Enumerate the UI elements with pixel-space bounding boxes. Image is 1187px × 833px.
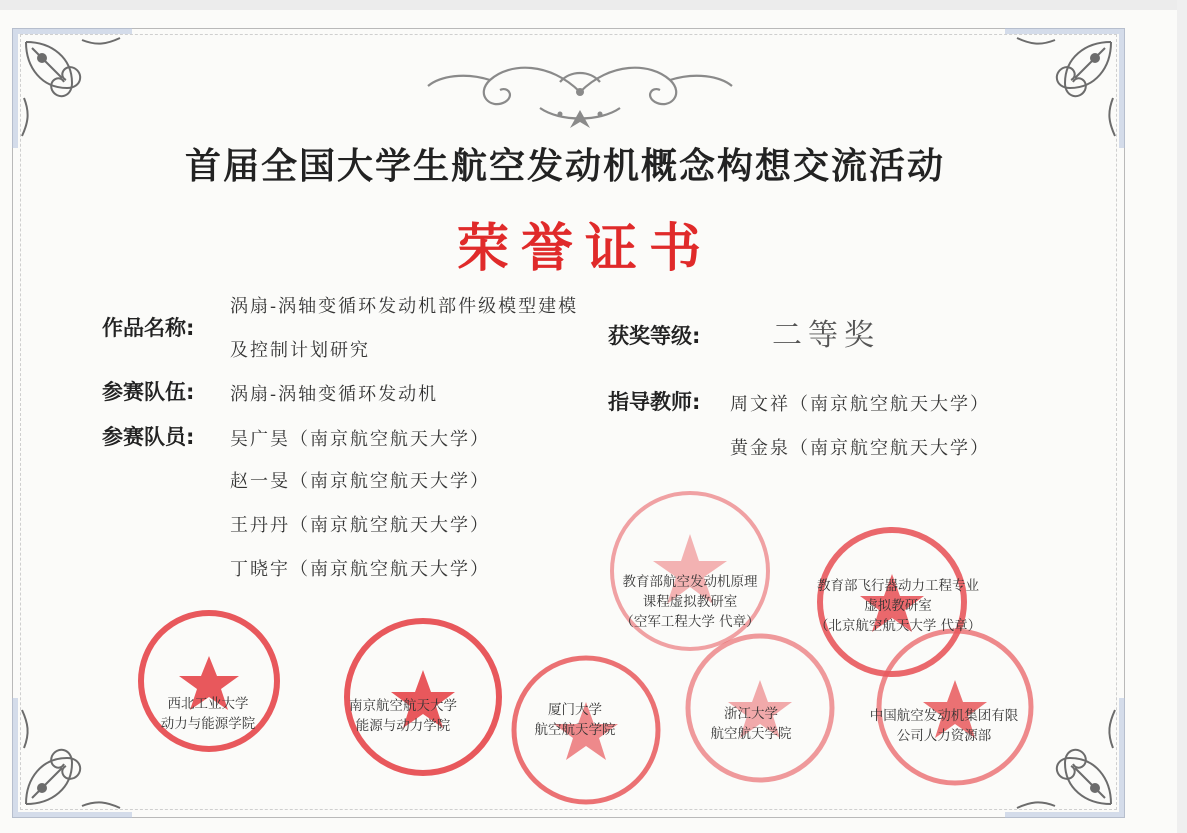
- seal-caption: 西北工业大学 动力与能源学院: [160, 696, 256, 732]
- member-item: 吴广昊（南京航空航天大学）: [230, 429, 490, 450]
- advisor-label: 指导教师:: [608, 390, 701, 414]
- award-label: 获奖等级:: [608, 324, 701, 348]
- seal-caption: 教育部飞行器动力工程专业 虚拟教研室 （北京航空航天大学 代章）: [814, 578, 982, 634]
- corner-ornament-icon: [1005, 28, 1125, 148]
- work-name-label: 作品名称:: [102, 316, 195, 340]
- seal-caption: 南京航空航天大学 能源与动力学院: [349, 698, 457, 734]
- document-title: 荣誉证书: [456, 218, 713, 279]
- members-label: 参赛队员:: [102, 425, 195, 449]
- seal-caption: 教育部航空发动机原理 课程虚拟教研室 （空军工程大学 代章）: [620, 574, 760, 630]
- corner-ornament-icon: [12, 698, 132, 818]
- team-value: 涡扇-涡轴变循环发动机: [230, 384, 439, 405]
- work-name-line2: 及控制计划研究: [230, 340, 370, 361]
- seal-caption: 中国航空发动机集团有限 公司人力资源部: [869, 708, 1019, 744]
- advisor-item: 黄金泉（南京航空航天大学）: [730, 438, 990, 459]
- award-value: 二等奖: [772, 318, 880, 353]
- team-label: 参赛队伍:: [102, 380, 195, 404]
- top-ornament-icon: [420, 52, 740, 132]
- member-item: 赵一旻（南京航空航天大学）: [230, 471, 490, 492]
- scan-top-edge: [0, 0, 1187, 10]
- event-title: 首届全国大学生航空发动机概念构想交流活动: [184, 145, 945, 187]
- scan-right-edge: [1177, 0, 1187, 833]
- seal-caption: 厦门大学 航空航天学院: [534, 702, 616, 738]
- seal-caption: 浙江大学 航空航天学院: [710, 706, 792, 742]
- member-item: 王丹丹（南京航空航天大学）: [230, 515, 490, 536]
- work-name-line1: 涡扇-涡轴变循环发动机部件级模型建模: [230, 296, 579, 317]
- advisor-item: 周文祥（南京航空航天大学）: [730, 394, 990, 415]
- corner-ornament-icon: [12, 28, 132, 148]
- member-item: 丁晓宇（南京航空航天大学）: [230, 559, 490, 580]
